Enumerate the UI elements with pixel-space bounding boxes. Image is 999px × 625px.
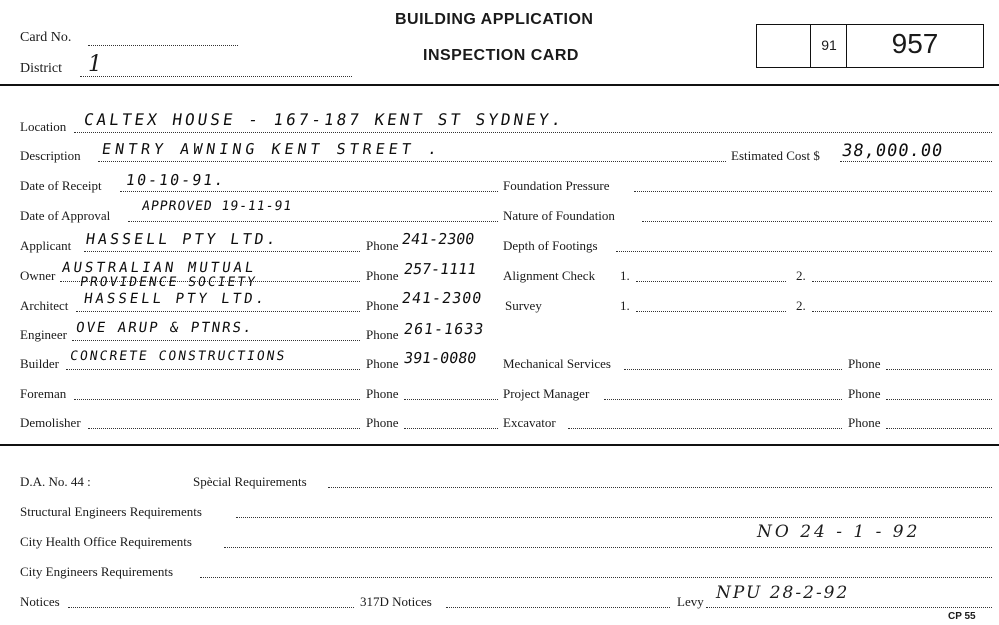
foreman-phone-field[interactable] bbox=[404, 399, 498, 400]
district-value: 1 bbox=[88, 52, 105, 77]
project-manager-phone-label: Phone bbox=[848, 386, 881, 401]
depth-footings-label: Depth of Footings bbox=[503, 238, 598, 253]
owner-label: Owner bbox=[20, 268, 56, 283]
applicant-phone-value: 241-2300 bbox=[400, 230, 476, 248]
demolisher-phone-label: Phone bbox=[366, 415, 399, 430]
description-label: Description bbox=[20, 148, 81, 163]
city-engineers-label: City Engineers Requirements bbox=[20, 564, 174, 579]
owner-value-line2: PROVIDENCE SOCIETY bbox=[78, 275, 258, 290]
engineer-phone-value: 261-1633 bbox=[402, 320, 486, 338]
date-approval-value: APPROVED 19-11-91 bbox=[140, 199, 294, 214]
levy-label: Levy bbox=[677, 594, 704, 609]
builder-field[interactable] bbox=[66, 369, 360, 370]
applicant-label: Applicant bbox=[20, 238, 72, 253]
form-title: BUILDING APPLICATION bbox=[395, 11, 594, 28]
notices-317d-label: 317D Notices bbox=[360, 594, 432, 609]
owner-phone-label: Phone bbox=[366, 268, 399, 283]
builder-phone-value: 391-0080 bbox=[402, 349, 478, 367]
foreman-field[interactable] bbox=[74, 399, 360, 400]
date-receipt-field[interactable] bbox=[120, 191, 498, 192]
card-number: 957 bbox=[891, 28, 939, 59]
special-requirements-field[interactable] bbox=[328, 487, 992, 488]
foundation-pressure-field[interactable] bbox=[634, 191, 992, 192]
location-value: CALTEX HOUSE - 167-187 KENT ST SYDNEY. bbox=[82, 110, 566, 129]
alignment-item-1-label: 1. bbox=[620, 268, 630, 283]
notices-field[interactable] bbox=[68, 607, 354, 608]
location-label: Location bbox=[20, 119, 67, 134]
special-requirements-label: Spècial Requirements bbox=[193, 474, 307, 489]
survey-label: Survey bbox=[505, 298, 542, 313]
architect-phone-label: Phone bbox=[366, 298, 399, 313]
date-approval-label: Date of Approval bbox=[20, 208, 111, 223]
engineer-value: OVE ARUP & PTNRS. bbox=[74, 320, 255, 336]
mechanical-phone-field[interactable] bbox=[886, 369, 992, 370]
mechanical-services-label: Mechanical Services bbox=[503, 356, 611, 371]
card-number-box bbox=[756, 24, 984, 68]
location-field[interactable] bbox=[74, 132, 992, 133]
builder-phone-label: Phone bbox=[366, 356, 399, 371]
demolisher-field[interactable] bbox=[88, 428, 360, 429]
survey-item-1-label: 1. bbox=[620, 298, 630, 313]
owner-value-line1: AUSTRALIAN MUTUAL bbox=[60, 260, 258, 276]
mechanical-phone-label: Phone bbox=[848, 356, 881, 371]
levy-field[interactable] bbox=[706, 607, 992, 608]
applicant-field[interactable] bbox=[84, 251, 360, 252]
project-manager-phone-field[interactable] bbox=[886, 399, 992, 400]
project-manager-field[interactable] bbox=[604, 399, 842, 400]
header-rule bbox=[0, 84, 999, 86]
box-divider bbox=[810, 25, 811, 67]
survey-field-2[interactable] bbox=[812, 311, 992, 312]
architect-value: HASSELL PTY LTD. bbox=[82, 291, 268, 307]
foreman-phone-label: Phone bbox=[366, 386, 399, 401]
applicant-value: HASSELL PTY LTD. bbox=[84, 230, 280, 248]
date-receipt-value: 10-10-91. bbox=[124, 171, 227, 189]
section-rule bbox=[0, 444, 999, 446]
alignment-check-field-2[interactable] bbox=[812, 281, 992, 282]
engineer-field[interactable] bbox=[72, 340, 360, 341]
structural-requirements-field[interactable] bbox=[236, 517, 992, 518]
excavator-phone-field[interactable] bbox=[886, 428, 992, 429]
alignment-check-label: Alignment Check bbox=[503, 268, 596, 283]
alignment-check-field-1[interactable] bbox=[636, 281, 786, 282]
applicant-phone-label: Phone bbox=[366, 238, 399, 253]
health-requirements-field[interactable] bbox=[224, 547, 992, 548]
nature-foundation-field[interactable] bbox=[642, 221, 992, 222]
date-approval-field[interactable] bbox=[128, 221, 498, 222]
health-requirements-label: City Health Office Requirements bbox=[20, 534, 192, 549]
builder-label: Builder bbox=[20, 356, 59, 371]
foundation-pressure-label: Foundation Pressure bbox=[503, 178, 610, 193]
survey-field-1[interactable] bbox=[636, 311, 786, 312]
demolisher-label: Demolisher bbox=[20, 415, 81, 430]
card-no-label: Card No. bbox=[20, 30, 72, 45]
form-subtitle: INSPECTION CARD bbox=[423, 47, 579, 64]
engineer-label: Engineer bbox=[20, 327, 67, 342]
structural-requirements-label: Structural Engineers Requirements bbox=[20, 504, 202, 519]
card-no-field[interactable] bbox=[88, 45, 238, 46]
box-divider bbox=[846, 25, 847, 67]
architect-field[interactable] bbox=[76, 311, 360, 312]
card-prefix: 91 bbox=[821, 37, 837, 53]
excavator-field[interactable] bbox=[568, 428, 842, 429]
health-requirements-value: NO 24 - 1 - 92 bbox=[757, 522, 921, 542]
notices-label: Notices bbox=[20, 594, 60, 609]
architect-label: Architect bbox=[20, 298, 69, 313]
alignment-item-2-label: 2. bbox=[796, 268, 806, 283]
district-label: District bbox=[20, 61, 62, 76]
builder-value: CONCRETE CONSTRUCTIONS bbox=[68, 349, 288, 364]
owner-phone-value: 257-1111 bbox=[402, 260, 478, 278]
estimated-cost-label: Estimated Cost $ bbox=[731, 148, 820, 163]
project-manager-label: Project Manager bbox=[503, 386, 590, 401]
excavator-label: Excavator bbox=[503, 415, 556, 430]
district-field[interactable] bbox=[80, 76, 352, 77]
foreman-label: Foreman bbox=[20, 386, 67, 401]
notices-317d-field[interactable] bbox=[446, 607, 670, 608]
demolisher-phone-field[interactable] bbox=[404, 428, 498, 429]
nature-foundation-label: Nature of Foundation bbox=[503, 208, 615, 223]
mechanical-services-field[interactable] bbox=[624, 369, 842, 370]
date-receipt-label: Date of Receipt bbox=[20, 178, 102, 193]
form-code: CP 55 bbox=[948, 611, 976, 622]
city-engineers-field[interactable] bbox=[200, 577, 992, 578]
engineer-phone-label: Phone bbox=[366, 327, 399, 342]
description-value: ENTRY AWNING KENT STREET . bbox=[100, 140, 443, 158]
excavator-phone-label: Phone bbox=[848, 415, 881, 430]
description-field[interactable] bbox=[98, 161, 726, 162]
architect-phone-value: 241-2300 bbox=[400, 289, 484, 307]
estimated-cost-value: 38,000.00 bbox=[840, 141, 945, 161]
depth-footings-field[interactable] bbox=[616, 251, 992, 252]
da-no-label: D.A. No. 44 : bbox=[20, 474, 91, 489]
estimated-cost-field[interactable] bbox=[840, 161, 992, 162]
levy-value: NPU 28-2-92 bbox=[716, 583, 850, 603]
survey-item-2-label: 2. bbox=[796, 298, 806, 313]
